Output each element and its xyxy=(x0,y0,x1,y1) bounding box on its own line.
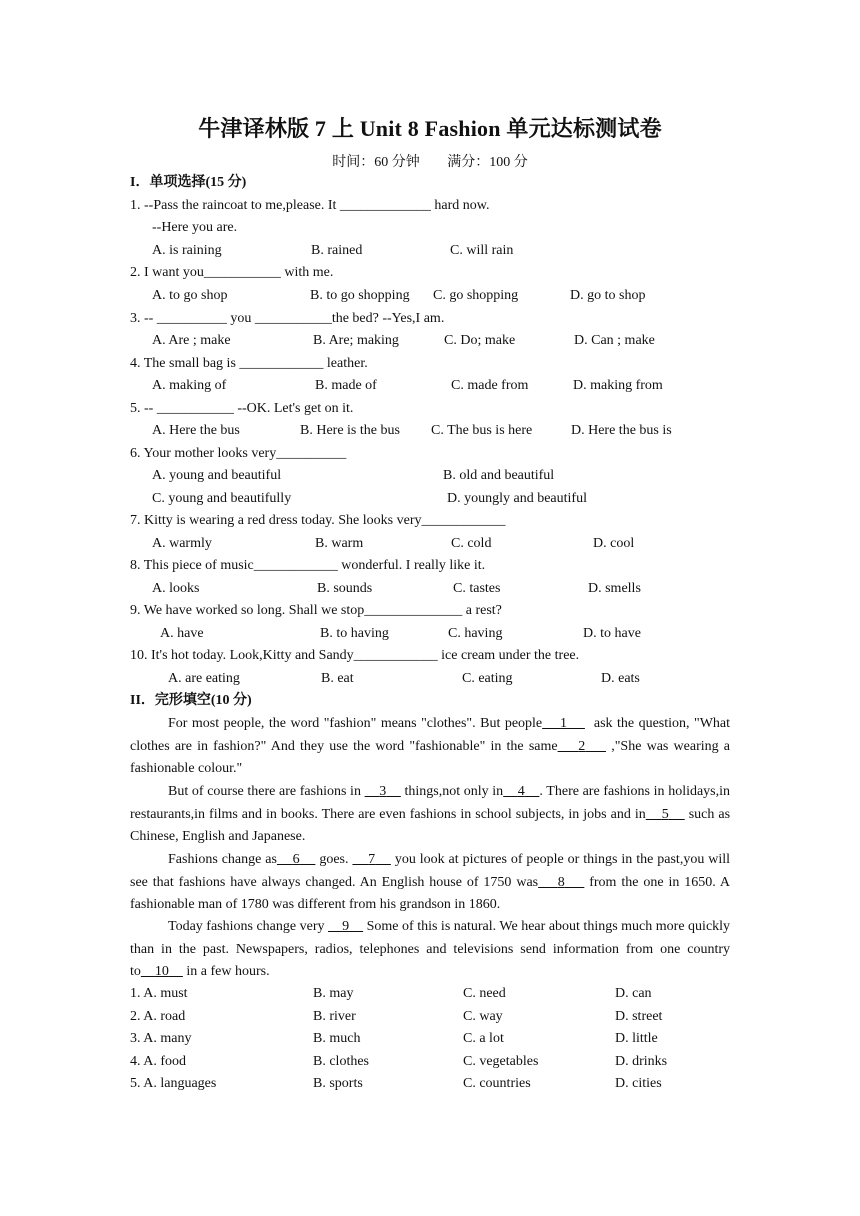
cloze-choice: D. little xyxy=(615,1031,658,1046)
option: D. Here the bus is xyxy=(571,423,672,438)
option: C. tastes xyxy=(453,581,501,596)
option: D. smells xyxy=(588,581,641,596)
section-heading-2: II．完形填空(10 分) xyxy=(130,693,252,708)
option: C. go shopping xyxy=(433,288,519,303)
cloze-choice: 4. A. food xyxy=(130,1054,186,1069)
option: A. have xyxy=(160,626,204,641)
option: A. Here the bus xyxy=(152,423,240,438)
option: A. young and beautiful xyxy=(152,468,282,483)
cloze-choice: C. countries xyxy=(463,1076,531,1091)
blank-number: 3 xyxy=(379,784,387,799)
cloze-choice: C. vegetables xyxy=(463,1054,539,1069)
time-limit: 时间：60 分钟 xyxy=(332,155,420,170)
option: D. go to shop xyxy=(570,288,646,303)
cloze-choice: C. way xyxy=(463,1009,503,1024)
cloze-choice: C. a lot xyxy=(463,1031,504,1046)
question-stem: 3. -- __________ you ___________the bed? --Yes,I am. xyxy=(130,311,445,326)
blank-number: 4 xyxy=(517,784,525,799)
blank-number: 2 xyxy=(578,738,586,754)
page-title: 牛津译林版 7 上 Unit 8 Fashion 单元达标测试卷 xyxy=(198,116,662,141)
option: C. eating xyxy=(462,671,513,686)
option: A. warmly xyxy=(152,536,212,551)
cloze-choice: 2. A. road xyxy=(130,1009,186,1024)
question-stem: 9. We have worked so long. Shall we stop______________ a rest? xyxy=(130,603,502,618)
option: C. Do; make xyxy=(444,333,516,348)
cloze-choice: 3. A. many xyxy=(130,1031,192,1046)
option: C. will rain xyxy=(450,243,514,258)
option: A. looks xyxy=(152,581,200,596)
question-stem: 5. -- ___________ --OK. Let's get on it. xyxy=(130,401,354,416)
question-stem: 6. Your mother looks very__________ xyxy=(130,446,347,461)
cloze-choice: B. much xyxy=(313,1031,361,1046)
option: A. making of xyxy=(152,378,227,393)
blank-number: 9 xyxy=(342,919,350,934)
option: C. made from xyxy=(451,378,529,393)
option: B. rained xyxy=(311,243,363,258)
option: B. to go shopping xyxy=(310,288,410,303)
option: B. warm xyxy=(315,536,364,551)
question-stem: 8. This piece of music____________ wonderful. I really like it. xyxy=(130,558,486,573)
exam-info xyxy=(0,151,860,171)
question-stem: --Here you are. xyxy=(152,220,238,235)
section-heading-1: I．单项选择(15 分) xyxy=(130,175,247,190)
option: D. Can ; make xyxy=(574,333,655,348)
cloze-choice: D. cities xyxy=(615,1076,662,1091)
option: B. to having xyxy=(320,626,389,641)
cloze-choice: D. can xyxy=(615,986,652,1001)
option: B. sounds xyxy=(317,581,373,596)
blank-number: 5 xyxy=(661,806,669,822)
option: C. young and beautifully xyxy=(152,491,292,506)
option: B. Here is the bus xyxy=(300,423,400,438)
blank-number: 7 xyxy=(368,852,376,867)
question-stem: 4. The small bag is ____________ leather. xyxy=(130,356,368,371)
option: C. having xyxy=(448,626,503,641)
cloze-choice: B. may xyxy=(313,986,354,1001)
blank-number: 10 xyxy=(154,964,169,979)
cloze-choice: B. river xyxy=(313,1009,356,1024)
cloze-paragraph: But of course there are fashions in 3 things,not only in 4 . There are fashions in holidays,in restaurants,in films and in books. There are even fashions in school subjects, in jobs and in 5 such as Chinese, English and Japanese. xyxy=(130,784,731,844)
cloze-choice: 1. A. must xyxy=(130,986,188,1001)
blank-number: 8 xyxy=(557,874,565,890)
cloze-choice: C. need xyxy=(463,986,506,1001)
option: A. Are ; make xyxy=(152,333,231,348)
option: D. making from xyxy=(573,378,663,393)
option: D. cool xyxy=(593,536,635,551)
option: C. The bus is here xyxy=(431,423,533,438)
option: A. are eating xyxy=(168,671,240,686)
cloze-choice: D. drinks xyxy=(615,1054,668,1069)
cloze-choice: D. street xyxy=(615,1009,663,1024)
option: D. youngly and beautiful xyxy=(447,491,587,506)
blank-number: 6 xyxy=(292,852,300,867)
cloze-choice: B. sports xyxy=(313,1076,363,1091)
question-stem: 7. Kitty is wearing a red dress today. She looks very____________ xyxy=(130,513,506,528)
cloze-paragraph: Today fashions change very 9 Some of this is natural. We hear about things much more quickly than in the past. Newspapers, radios, telephones and televisions send information from one country to 10 in a few hours. xyxy=(130,919,731,979)
cloze-choice: B. clothes xyxy=(313,1054,369,1069)
question-stem: 2. I want you___________ with me. xyxy=(130,265,334,280)
option: B. eat xyxy=(321,671,354,686)
option: A. to go shop xyxy=(152,288,228,303)
full-score: 满分：100 分 xyxy=(447,155,528,170)
option: D. to have xyxy=(583,626,641,641)
option: B. old and beautiful xyxy=(443,468,555,483)
cloze-paragraph: For most people, the word "fashion" means "clothes". But people 1 ask the question, "What clothes are in fashion?" And they use the word "fashionable" in the same 2 ,"She was wearing a fashionable colour." xyxy=(130,716,731,776)
option: C. cold xyxy=(451,536,492,551)
question-stem: 10. It's hot today. Look,Kitty and Sandy____________ ice cream under the tree. xyxy=(130,648,580,663)
blank-number: 1 xyxy=(560,716,568,731)
option: A. is raining xyxy=(152,243,222,258)
cloze-choice: 5. A. languages xyxy=(130,1076,217,1091)
option: B. made of xyxy=(315,378,377,393)
cloze-paragraph: Fashions change as 6 goes. 7 you look at pictures of people or things in the past,you will see that fashions have always changed. An English house of 1750 was 8 from the one in 1650. A fashionable man of 1780 was different from his grandson in 1860. xyxy=(130,852,731,912)
question-stem: 1. --Pass the raincoat to me,please. It _____________ hard now. xyxy=(130,198,490,213)
option: D. eats xyxy=(601,671,640,686)
option: B. Are; making xyxy=(313,333,399,348)
